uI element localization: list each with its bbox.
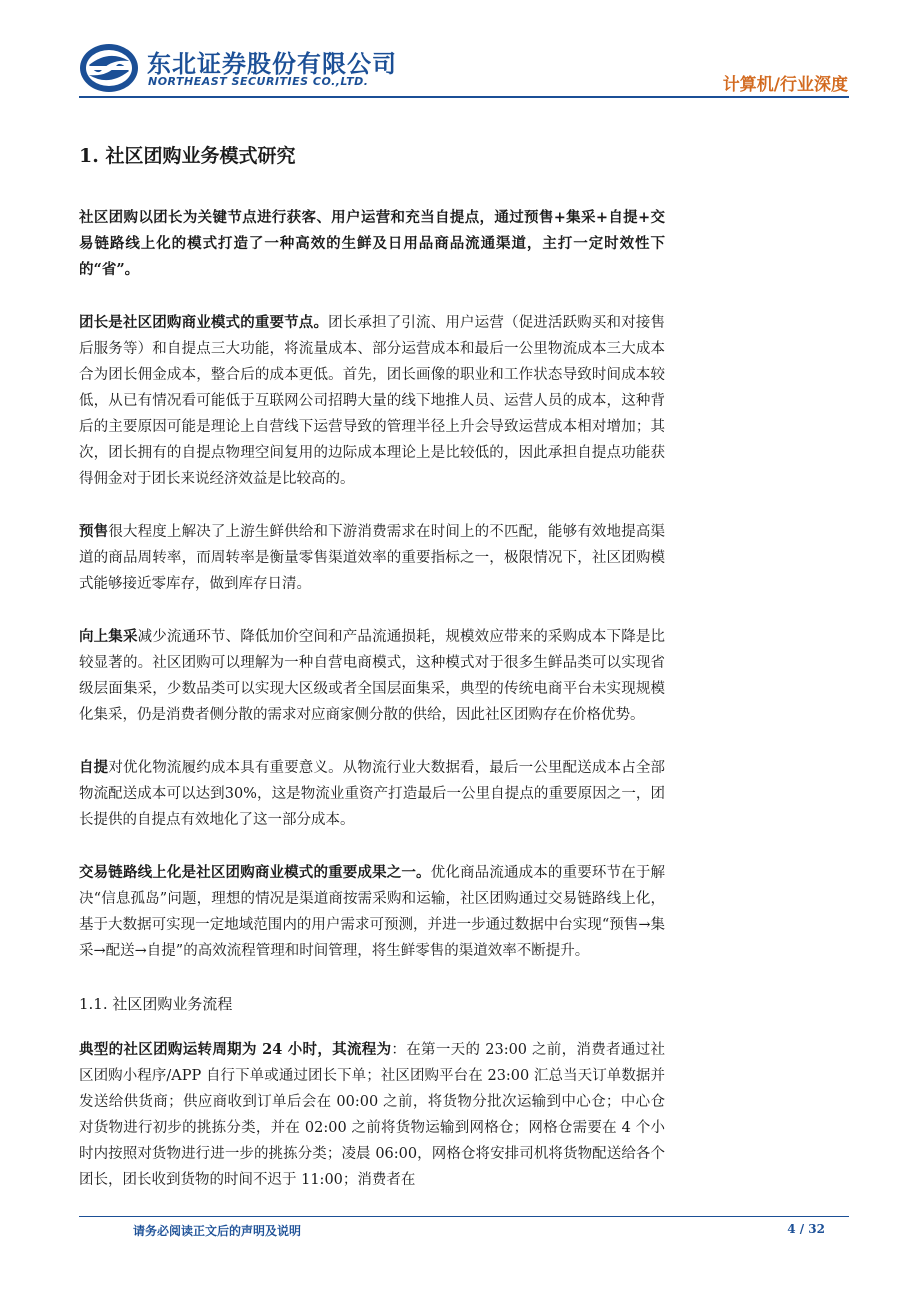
paragraph-body: 减少流通环节、降低加价空间和产品流通损耗，规模效应带来的采购成本下降是比较显著的。社区团购可以理解为一种自营电商模式，这种模式对于很多生鲜品类可以实现省级层面集采，少数品类可以实现大区级或者全国层面集采，典型的传统电商平台未实现规模化集采，仍是消费者侧分散的需求对应商家侧分散的供给，因此社区团购存在价格优势。 [79, 629, 666, 723]
subsection-title: 1.1. 社区团购业务流程 [79, 995, 233, 1013]
company-name-en: NORTHEAST SECURITIES CO.,LTD. [148, 75, 369, 88]
paragraph-lead: 交易链路线上化是社区团购商业模式的重要成果之一。 [79, 864, 431, 881]
paragraph-lead: 自提 [79, 759, 109, 776]
main-content [79, 140, 665, 1220]
page-number: 4 / 32 [787, 1222, 825, 1236]
header-divider [79, 96, 849, 98]
company-logo-icon [79, 43, 139, 93]
paragraph-online-chain [79, 860, 665, 964]
paragraph-lead: 预售 [79, 523, 109, 540]
page-header [0, 0, 920, 100]
paragraph-presale [79, 519, 665, 597]
disclaimer-note: 请务必阅读正文后的声明及说明 [133, 1224, 302, 1238]
paragraph-lead: 典型的社区团购运转周期为 24 小时，其流程为 [79, 1041, 392, 1058]
paragraph-lead: 团长是社区团购商业模式的重要节点。 [79, 314, 329, 331]
paragraph-group-leader [79, 310, 665, 492]
paragraph-workflow [79, 1037, 665, 1193]
paragraph-procurement [79, 624, 665, 728]
paragraph-body: 优化商品流通成本的重要环节在于解决“信息孤岛”问题，理想的情况是渠道商按需采购和运输，社区团购通过交易链路线上化，基于大数据可实现一定地域范围内的用户需求可预测，并进一步通过数据中台实现“预售→集采→配送→自提”的高效流程管理和时间管理，将生鲜零售的渠道效率不断提升。 [79, 865, 666, 959]
report-category: 计算机/行业深度 [722, 75, 848, 95]
paragraph-body: 团长承担了引流、用户运营（促进活跃购买和对接售后服务等）和自提点三大功能，将流量成本、部分运营成本和最后一公里物流成本三大成本合为团长佣金成本，整合后的成本更低。首先，团长画像的职业和工作状态导致时间成本较低，从已有情况看可能低于互联网公司招聘大量的线下地推人员、运营人员的成本，这种背后的主要原因可能是理论上自营线下运营导致的管理半径上升会导致运营成本相对增加；其次，团长拥有的自提点物理空间复用的边际成本理论上是比较低的，因此承担自提点功能获得佣金对于团长来说经济效益是比较高的。 [79, 315, 666, 487]
footer-divider [79, 1216, 849, 1217]
intro-paragraph: 社区团购以团长为关键节点进行获客、用户运营和充当自提点，通过预售+集采+自提+交易链路线上化的模式打造了一种高效的生鲜及日用品商品流通渠道，主打一定时效性下的“省”。 [79, 209, 665, 278]
paragraph-lead: 向上集采 [79, 628, 138, 645]
paragraph-body: 对优化物流履约成本具有重要意义。从物流行业大数据看，最后一公里配送成本占全部物流配送成本可以达到30%，这是物流业重资产打造最后一公里自提点的重要原因之一，团长提供的自提点有效地化了这一部分成本。 [79, 760, 666, 828]
paragraph-body: 很大程度上解决了上游生鲜供给和下游消费需求在时间上的不匹配，能够有效地提高渠道的商品周转率，而周转率是衡量零售渠道效率的重要指标之一，极限情况下，社区团购模式能够接近零库存，做到库存日清。 [79, 524, 666, 592]
paragraph-pickup [79, 755, 665, 833]
paragraph-body: ：在第一天的 23:00 之前，消费者通过社区团购小程序/APP 自行下单或通过团长下单；社区团购平台在 23:00 汇总当天订单数据并发送给供货商；供应商收到订单后会在 00:00 之前，将货物分批次运输到中心仓；中心仓对货物进行初步的挑拣分类，并在 02:00 之前将货物运输到网格仓；网格仓需要在 4 个小时内按照对货物进行进一步的挑拣分类；凌晨 06:00，网格仓将安排司机将货物配送给各个团长，团长收到货物的时间不迟于 11:00；消费者在 [79, 1042, 665, 1188]
section-title: 1. 社区团购业务模式研究 [79, 145, 296, 167]
company-name-cn: 东北证券股份有限公司 [147, 50, 397, 78]
